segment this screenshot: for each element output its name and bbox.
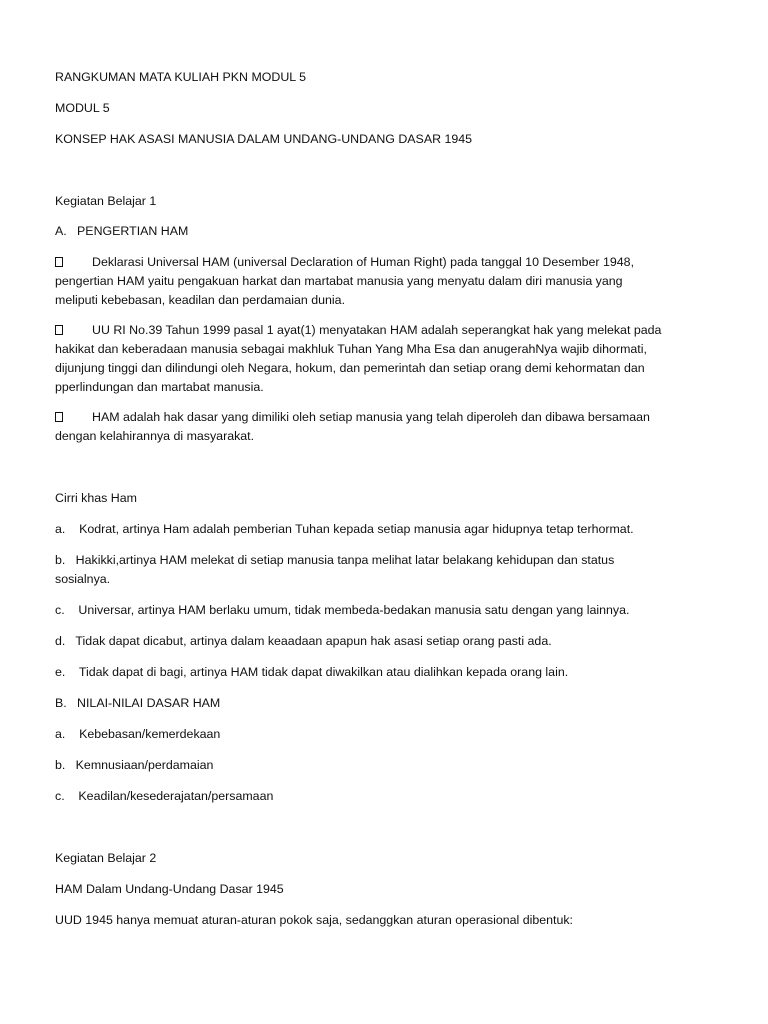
kegiatan-belajar-1-label: Kegiatan Belajar 1 bbox=[55, 194, 157, 208]
list-item: a. Kebebasan/kemerdekaan bbox=[55, 727, 221, 741]
list-item: c. Universar, artinya HAM berlaku umum, tidak membeda-bedakan manusia satu dengan yang lainnya. bbox=[55, 603, 630, 617]
bullet-text-continued: dijunjung tinggi dan dilindungi oleh Negara, hokum, dan pemerintah dan setiap orang demi kehormatan dan bbox=[55, 361, 645, 375]
list-item-continued: sosialnya. bbox=[55, 572, 111, 586]
bullet-text: HAM adalah hak dasar yang dimiliki oleh setiap manusia yang telah diperoleh dan dibawa bersamaan bbox=[92, 410, 650, 424]
section-a-heading: A. PENGERTIAN HAM bbox=[55, 224, 189, 238]
list-item: d. Tidak dapat dicabut, artinya dalam keaadaan apapun hak asasi setiap orang pasti ada. bbox=[55, 634, 552, 648]
list-item: b. Kemnusiaan/perdamaian bbox=[55, 758, 214, 772]
section-b-heading: B. NILAI-NILAI DASAR HAM bbox=[55, 696, 221, 710]
bullet-paragraph bbox=[55, 253, 695, 310]
bullet-text-continued: meliputi kebebasan, keadilan dan perdamaian dunia. bbox=[55, 293, 346, 307]
bullet-paragraph bbox=[55, 408, 695, 446]
kegiatan-belajar-2-label: Kegiatan Belajar 2 bbox=[55, 851, 157, 865]
bullet-text-continued: pengertian HAM yaitu pengakuan harkat dan martabat manusia yang menyatu dalam diri manusia yang bbox=[55, 274, 623, 288]
paragraph: UUD 1945 hanya memuat aturan-aturan pokok saja, sedanggkan aturan operasional dibentuk: bbox=[55, 913, 573, 927]
bullet-text: Deklarasi Universal HAM (universal Declaration of Human Right) pada tanggal 10 Desember 1948, bbox=[92, 255, 635, 269]
bullet-paragraph bbox=[55, 321, 695, 397]
list-item: c. Keadilan/kesederajatan/persamaan bbox=[55, 789, 274, 803]
bullet-glyph-icon bbox=[55, 325, 63, 335]
ciri-khas-heading: Cirri khas Ham bbox=[55, 491, 137, 505]
list-item: b. Hakikki,artinya HAM melekat di setiap manusia tanpa melihat latar belakang kehidupan dan status bbox=[55, 553, 615, 567]
bullet-text: UU RI No.39 Tahun 1999 pasal 1 ayat(1) menyatakan HAM adalah seperangkat hak yang melekat pada bbox=[92, 323, 662, 337]
module-label: MODUL 5 bbox=[55, 101, 110, 115]
document-subtitle: KONSEP HAK ASASI MANUSIA DALAM UNDANG-UNDANG DASAR 1945 bbox=[55, 132, 473, 146]
bullet-glyph-icon bbox=[55, 257, 63, 267]
list-item: a. Kodrat, artinya Ham adalah pemberian Tuhan kepada setiap manusia agar hidupnya tetap terhormat. bbox=[55, 522, 634, 536]
bullet-text-continued: dengan kelahirannya di masyarakat. bbox=[55, 429, 255, 443]
bullet-glyph-icon bbox=[55, 412, 63, 422]
bullet-text-continued: pperlindungan dan martabat manusia. bbox=[55, 380, 264, 394]
document-title: RANGKUMAN MATA KULIAH PKN MODUL 5 bbox=[55, 70, 307, 84]
section-heading: HAM Dalam Undang-Undang Dasar 1945 bbox=[55, 882, 284, 896]
bullet-text-continued: hakikat dan keberadaan manusia sebagai makhluk Tuhan Yang Mha Esa dan anugerahNya wajib dihormati, bbox=[55, 342, 647, 356]
list-item: e. Tidak dapat di bagi, artinya HAM tidak dapat diwakilkan atau dialihkan kepada orang lain. bbox=[55, 665, 569, 679]
